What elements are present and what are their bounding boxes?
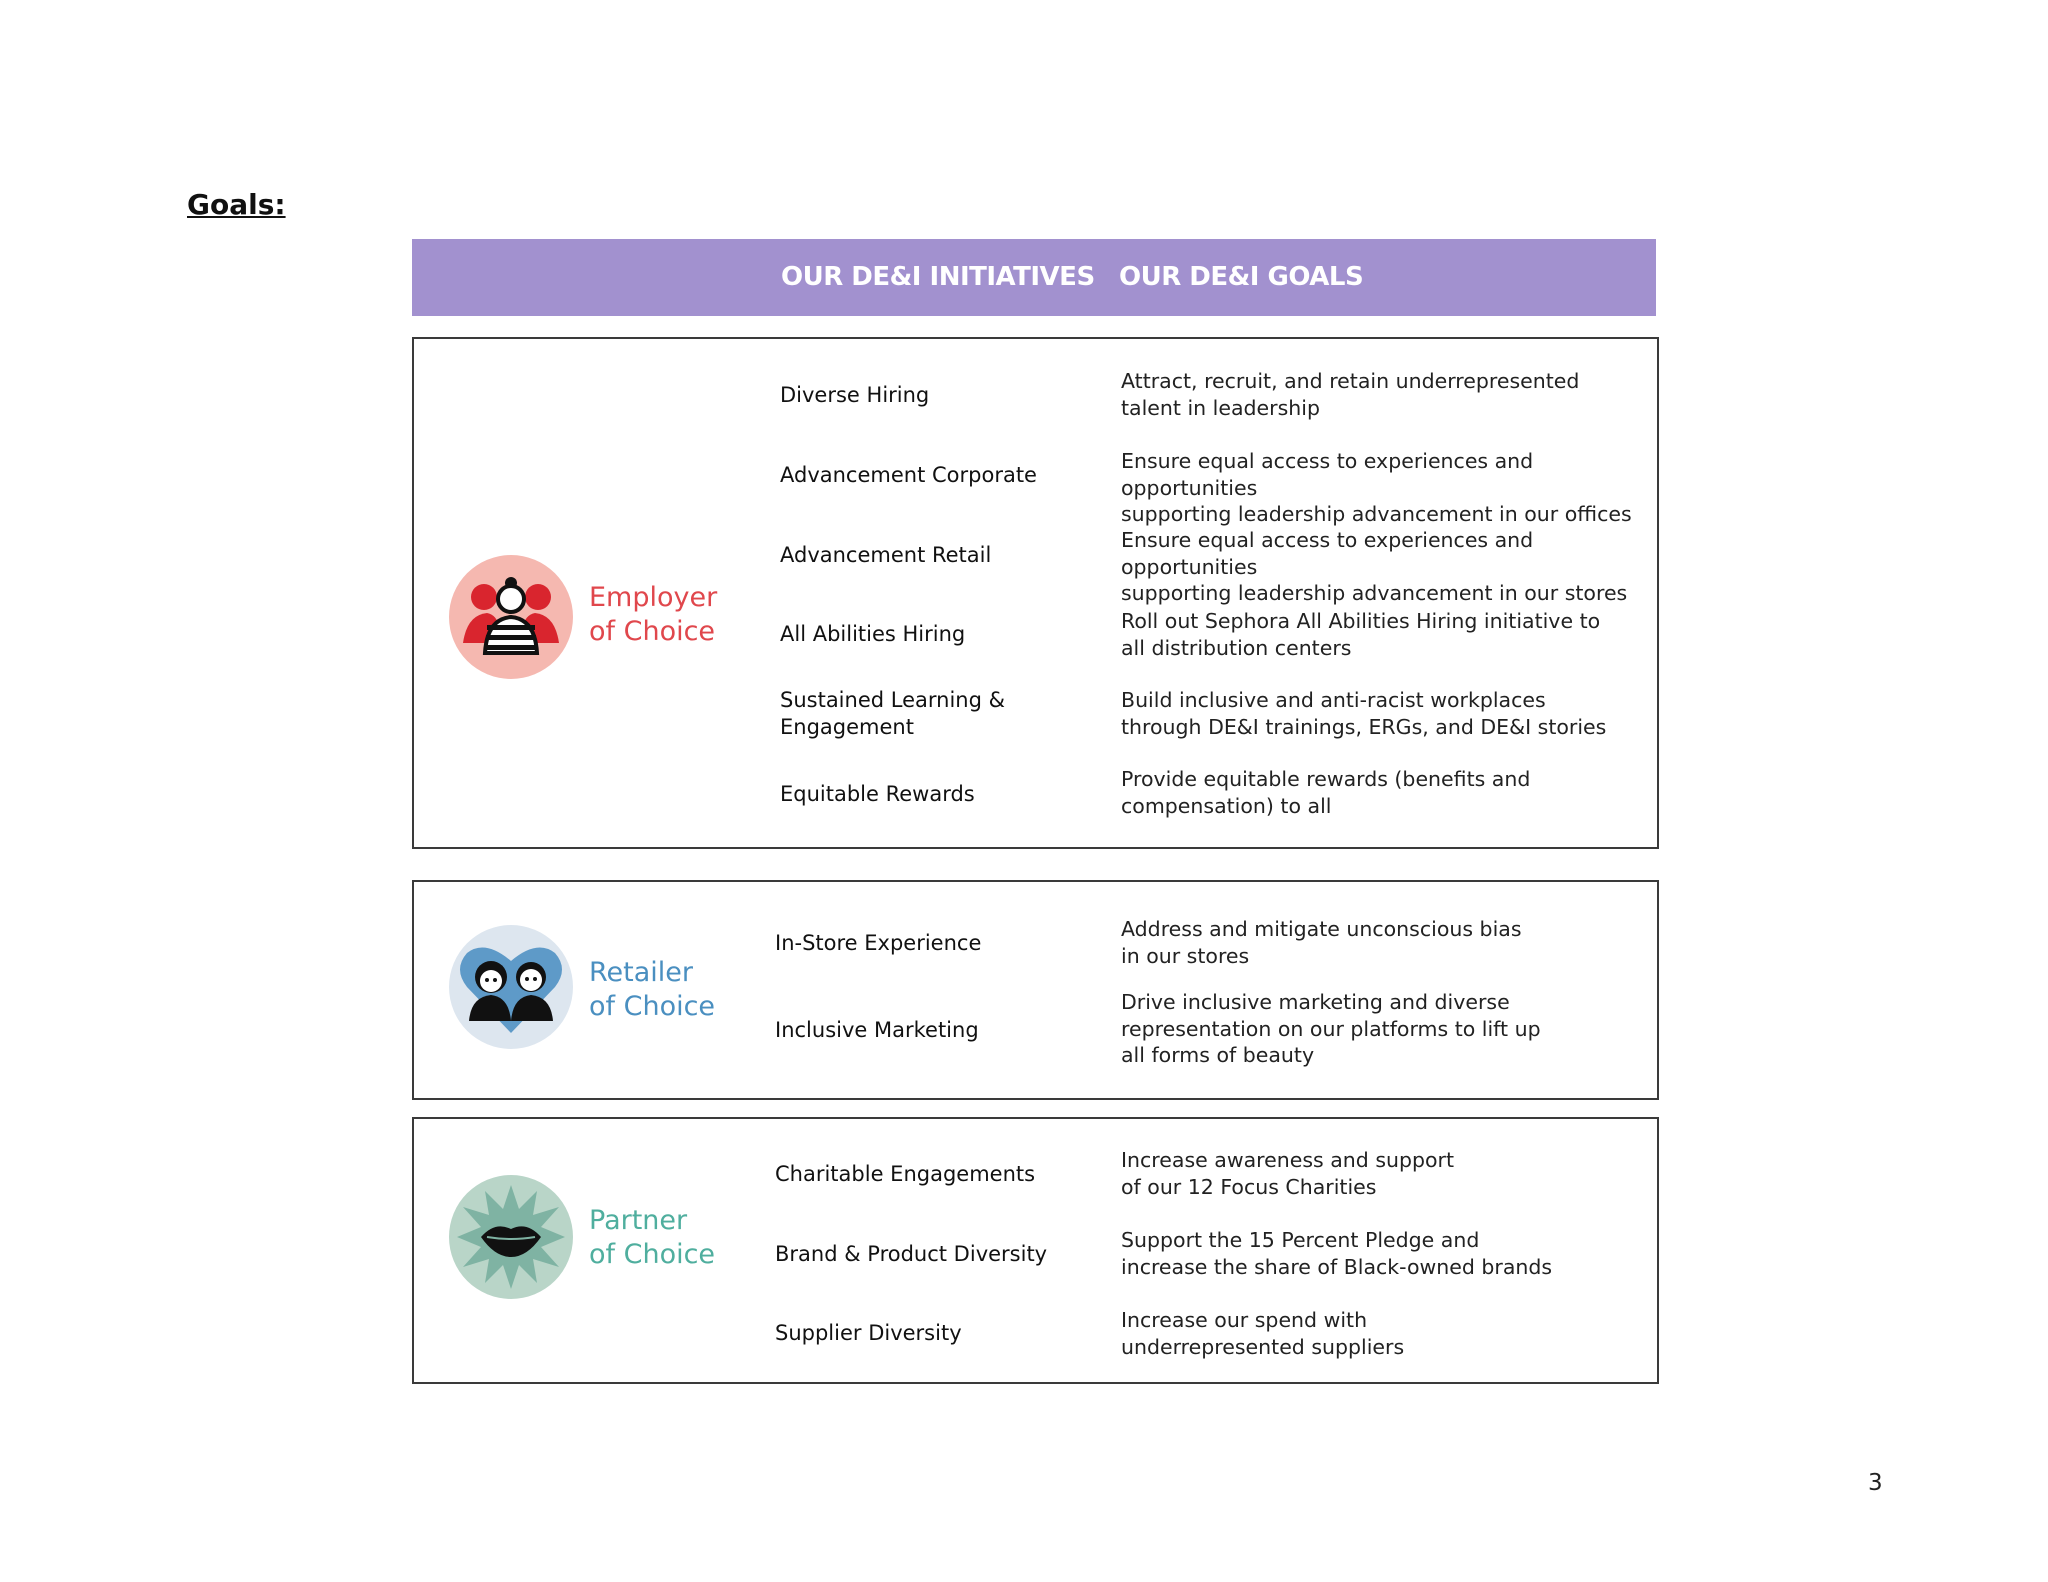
goal-advancement-corporate: Ensure equal access to experiences and opportunities supporting leadership advancement in our offices xyxy=(1121,449,1632,526)
goals-heading: Goals: xyxy=(187,188,286,221)
initiative-all-abilities-hiring: All Abilities Hiring xyxy=(780,622,966,646)
initiative-sustained-learning: Sustained Learning & Engagement xyxy=(780,688,1005,739)
partner-of-choice-section xyxy=(412,1117,1659,1384)
retailer-of-choice-section xyxy=(412,880,1659,1100)
lips-burst-icon xyxy=(449,1175,573,1299)
heart-couple-icon xyxy=(449,925,573,1049)
employer-of-choice-label: Employer of Choice xyxy=(589,582,718,647)
employer-of-choice-section xyxy=(412,337,1659,849)
initiative-brand-product-diversity: Brand & Product Diversity xyxy=(775,1242,1048,1266)
goal-charitable-engagements: Increase awareness and support of our 12 Focus Charities xyxy=(1121,1148,1455,1199)
initiative-advancement-retail: Advancement Retail xyxy=(780,543,992,567)
goal-brand-product-diversity: Support the 15 Percent Pledge and increase the share of Black-owned brands xyxy=(1121,1228,1553,1279)
goal-advancement-retail: Ensure equal access to experiences and opportunities supporting leadership advancement in our stores xyxy=(1121,528,1628,605)
partner-of-choice-label: Partner of Choice xyxy=(589,1205,716,1270)
initiative-advancement-corporate: Advancement Corporate xyxy=(780,463,1037,487)
goals-column-header: OUR DE&I GOALS xyxy=(1119,262,1364,292)
goal-sustained-learning: Build inclusive and anti-racist workplaces through DE&I trainings, ERGs, and DE&I stories xyxy=(1121,688,1607,739)
initiative-supplier-diversity: Supplier Diversity xyxy=(775,1321,962,1345)
employee-group-icon xyxy=(449,555,573,679)
initiative-equitable-rewards: Equitable Rewards xyxy=(780,782,975,806)
goal-all-abilities-hiring: Roll out Sephora All Abilities Hiring initiative to all distribution centers xyxy=(1121,609,1601,660)
goal-in-store-experience: Address and mitigate unconscious bias in our stores xyxy=(1121,917,1522,968)
goal-diverse-hiring: Attract, recruit, and retain underrepresented talent in leadership xyxy=(1121,369,1580,420)
page-number: 3 xyxy=(1868,1470,1883,1496)
retailer-of-choice-label: Retailer of Choice xyxy=(589,957,716,1022)
goal-supplier-diversity: Increase our spend with underrepresented suppliers xyxy=(1121,1308,1405,1359)
initiative-charitable-engagements: Charitable Engagements xyxy=(775,1162,1036,1186)
goal-equitable-rewards: Provide equitable rewards (benefits and compensation) to all xyxy=(1121,767,1531,818)
initiative-diverse-hiring: Diverse Hiring xyxy=(780,383,930,407)
goal-inclusive-marketing: Drive inclusive marketing and diverse representation on our platforms to lift up all forms of beauty xyxy=(1121,990,1541,1067)
initiatives-column-header: OUR DE&I INITIATIVES xyxy=(781,262,1095,292)
initiative-in-store-experience: In-Store Experience xyxy=(775,931,982,955)
table-header-band xyxy=(412,239,1656,316)
initiative-inclusive-marketing: Inclusive Marketing xyxy=(775,1018,979,1042)
